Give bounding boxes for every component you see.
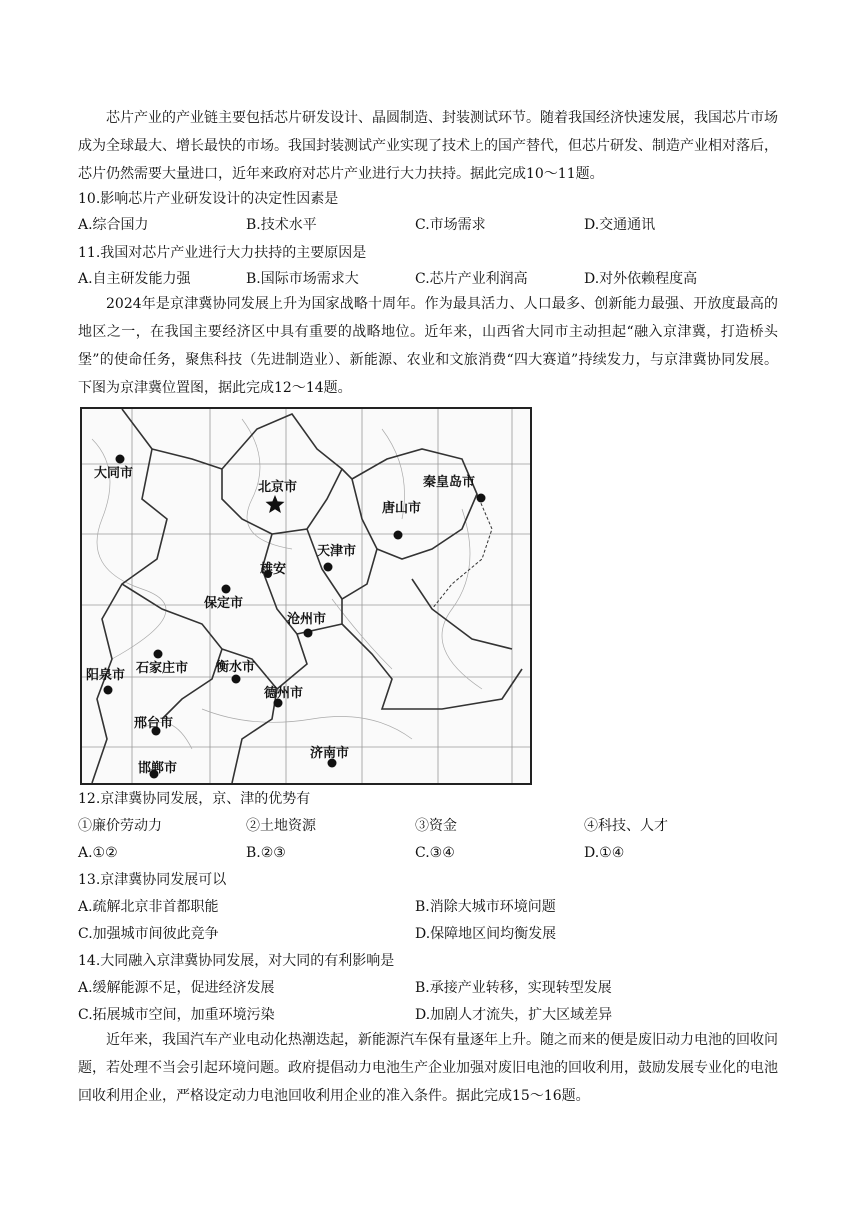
yangquan-marker [104, 686, 113, 695]
tianjin-marker [324, 563, 333, 572]
dezhou-label: 德州市 [264, 686, 304, 701]
question-12-stem: 12.京津冀协同发展，京、津的优势有 [78, 791, 311, 807]
beijing-label: 北京市 [258, 480, 298, 495]
map-svg [82, 409, 530, 783]
baoding-marker [222, 585, 231, 594]
question-13-option-a: A.疏解北京非首都职能 [78, 899, 219, 915]
jinan-label: 济南市 [310, 746, 350, 761]
datong-marker [116, 455, 125, 464]
question-13-option-c: C.加强城市间彼此竞争 [78, 926, 219, 942]
question-14-option-d: D.加剧人才流失，扩大区域差异 [415, 1007, 613, 1023]
question-12-item-2: ②土地资源 [246, 818, 316, 834]
question-10-option-d: D.交通通讯 [584, 217, 656, 233]
xiongan-label: 雄安 [260, 562, 287, 577]
hengshui-label: 衡水市 [216, 660, 256, 675]
hengshui-marker [232, 675, 241, 684]
shijiazhuang-label: 石家庄市 [136, 661, 189, 676]
qinhuangdao-marker [477, 494, 486, 503]
question-11-option-b: B.国际市场需求大 [246, 271, 359, 287]
cangzhou-marker [304, 629, 313, 638]
yangquan-label: 阳泉市 [86, 668, 126, 683]
baoding-label: 保定市 [204, 596, 244, 611]
passage-chip-industry: 芯片产业的产业链主要包括芯片研发设计、晶圆制造、封装测试环节。随着我国经济快速发展，我国芯片市场成为全球最大、增长最快的市场。我国封装测试产业实现了技术上的国产替代，但芯片研发、制造产业相对落后，芯片仍然需要大量进口，近年来政府对芯片产业进行大力扶持。据此完成10～11题。 [78, 110, 778, 182]
jingjinji-location-map [80, 407, 532, 785]
question-10-option-a: A.综合国力 [78, 217, 149, 233]
tangshan-marker [394, 531, 403, 540]
passage-jingjinji: 2024年是京津冀协同发展上升为国家战略十周年。作为最具活力、人口最多、创新能力最强、开放度最高的地区之一，在我国主要经济区中具有重要的战略地位。近年来，山西省大同市主动担起“融入京津冀，打造桥头堡”的使命任务，聚焦科技（先进制造业）、新能源、农业和文旅消费“四大赛道”持续发力，与京津冀协同发展。下图为京津冀位置图，据此完成12～14题。 [78, 296, 778, 396]
question-12-option-a: A.①② [78, 845, 118, 861]
tangshan-label: 唐山市 [382, 501, 422, 516]
question-12-item-4: ④科技、人才 [584, 818, 668, 834]
question-12-option-d: D.①④ [584, 845, 625, 861]
question-10-option-b: B.技术水平 [246, 217, 317, 233]
tianjin-label: 天津市 [317, 544, 357, 559]
question-13-option-b: B.消除大城市环境问题 [415, 899, 556, 915]
question-10-option-c: C.市场需求 [415, 217, 486, 233]
passage-battery-recycling: 近年来，我国汽车产业电动化热潮迭起，新能源汽车保有量逐年上升。随之而来的便是废旧动力电池的回收问题，若处理不当会引起环境问题。政府提倡动力电池生产企业加强对废旧电池的回收利用，鼓励发展专业化的电池回收利用企业，严格设定动力电池回收利用企业的准入条件。据此完成15～16题。 [78, 1032, 778, 1104]
question-11-stem: 11.我国对芯片产业进行大力扶持的主要原因是 [78, 245, 367, 261]
question-12-item-3: ③资金 [415, 818, 457, 834]
qinhuangdao-label: 秦皇岛市 [423, 475, 476, 490]
question-11-option-d: D.对外依赖程度高 [584, 271, 698, 287]
question-14-option-b: B.承接产业转移，实现转型发展 [415, 980, 612, 996]
beijing-star-icon [266, 495, 285, 513]
datong-label: 大同市 [94, 466, 134, 481]
question-12-option-b: B.②③ [246, 845, 286, 861]
handan-label: 邯郸市 [138, 761, 178, 776]
question-13-option-d: D.保障地区间均衡发展 [415, 926, 557, 942]
question-11-option-a: A.自主研发能力强 [78, 271, 191, 287]
cangzhou-label: 沧州市 [287, 612, 327, 627]
question-13-stem: 13.京津冀协同发展可以 [78, 872, 227, 888]
question-12-option-c: C.③④ [415, 845, 455, 861]
shijiazhuang-marker [154, 650, 163, 659]
question-14-stem: 14.大同融入京津冀协同发展，对大同的有利影响是 [78, 953, 395, 969]
question-11-option-c: C.芯片产业利润高 [415, 271, 528, 287]
question-10-stem: 10.影响芯片产业研发设计的决定性因素是 [78, 191, 339, 207]
question-14-option-c: C.拓展城市空间，加重环境污染 [78, 1007, 275, 1023]
question-14-option-a: A.缓解能源不足，促进经济发展 [78, 980, 275, 996]
question-12-item-1: ①廉价劳动力 [78, 818, 162, 834]
xingtai-label: 邢台市 [134, 716, 174, 731]
